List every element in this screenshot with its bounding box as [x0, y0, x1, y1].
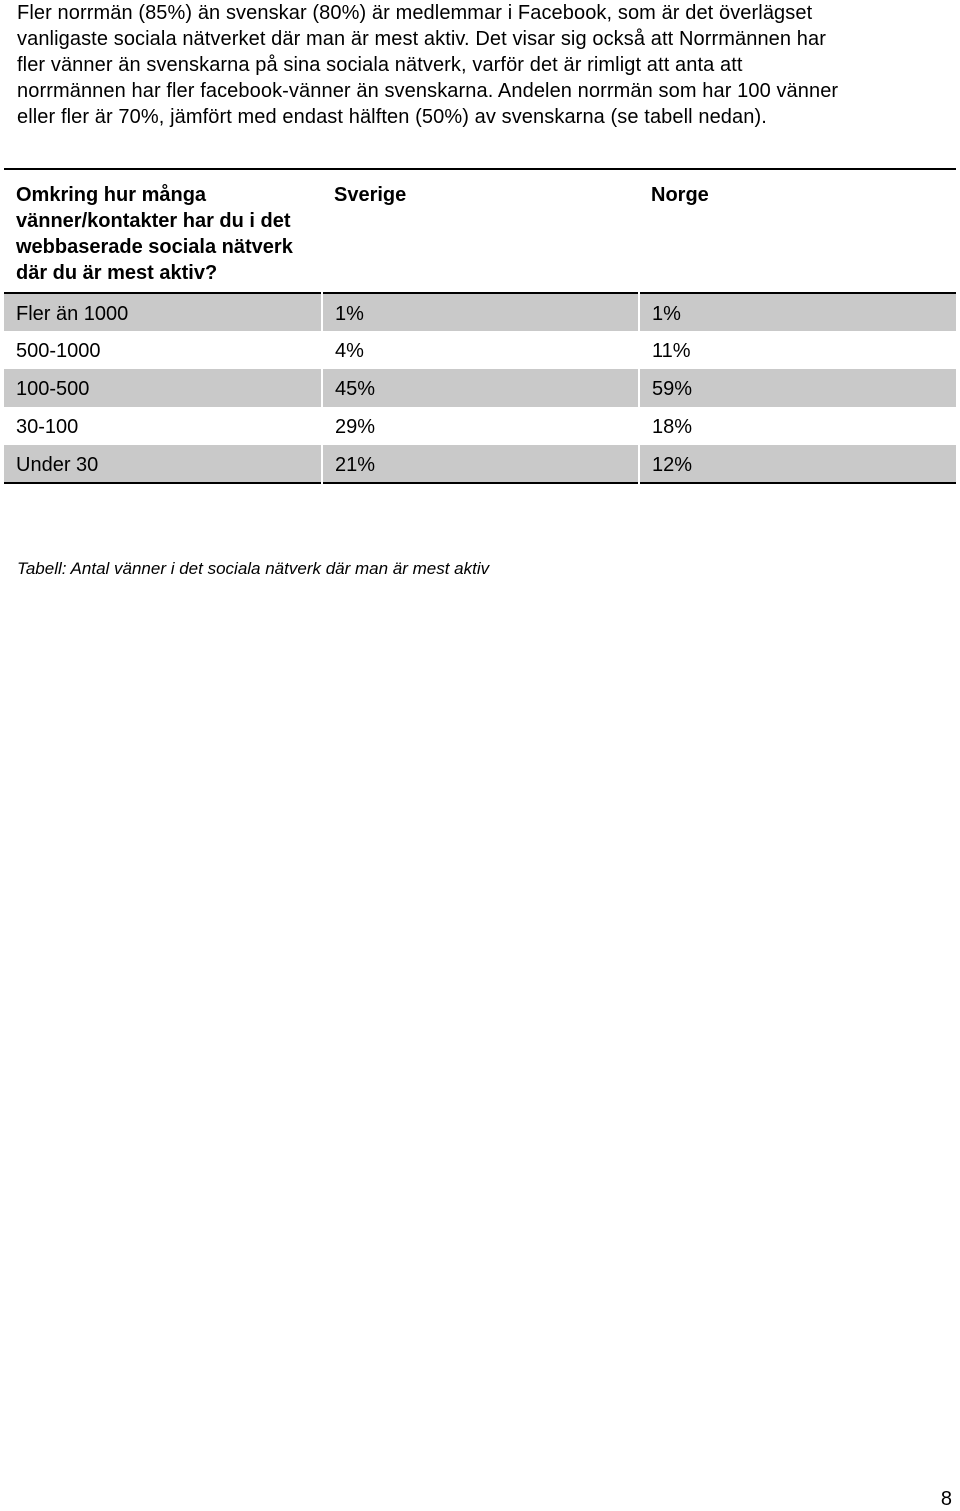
norge-value: 1%: [639, 293, 956, 331]
sverige-value: 1%: [322, 293, 639, 331]
norge-value: 12%: [639, 445, 956, 483]
table-row: [4, 369, 956, 407]
intro-paragraph: [17, 0, 952, 130]
norge-value: 59%: [639, 369, 956, 407]
norge-value: 11%: [639, 331, 956, 369]
table-row: [4, 445, 956, 483]
question-header: Omkring hur många vänner/kontakter har du i det webbaserade sociala nätverk där du är mest aktiv?: [16, 184, 293, 284]
table-row: [4, 293, 956, 331]
intro-line: eller fler är 70%, jämfört med endast hälften (50%) av svenskarna (se tabell nedan).: [17, 106, 767, 128]
sverige-value: 21%: [322, 445, 639, 483]
sverige-header: Sverige: [334, 184, 407, 206]
page-number: 8: [940, 1488, 952, 1510]
row-label: 100-500: [4, 369, 322, 407]
row-label: Under 30: [4, 445, 322, 483]
table-row: [4, 331, 956, 369]
sverige-value: 4%: [322, 331, 639, 369]
norge-header: Norge: [651, 184, 709, 206]
intro-line: Fler norrmän (85%) än svenskar (80%) är medlemmar i Facebook, som är det överlägset: [17, 2, 813, 24]
row-label: 500-1000: [16, 340, 101, 362]
table-header-row: [4, 169, 956, 293]
norge-value: 18%: [639, 407, 956, 445]
intro-line: fler vänner än svenskarna på sina sociala nätverk, varför det är rimligt att anta att: [17, 54, 743, 76]
intro-line: vanligaste sociala nätverket där man är mest aktiv. Det visar sig också att Norrmännen har: [17, 28, 826, 50]
intro-line: norrmännen har fler facebook-vänner än svenskarna. Andelen norrmän som har 100 vänner: [17, 80, 839, 102]
friends-table: [4, 168, 956, 484]
row-label: Fler än 1000: [4, 293, 322, 331]
row-label: 30-100: [16, 416, 79, 438]
sverige-value: 29%: [322, 407, 639, 445]
table-caption: Tabell: Antal vänner i det sociala nätverk där man är mest aktiv: [17, 559, 490, 578]
sverige-value: 45%: [322, 369, 639, 407]
table-row: [4, 407, 956, 445]
